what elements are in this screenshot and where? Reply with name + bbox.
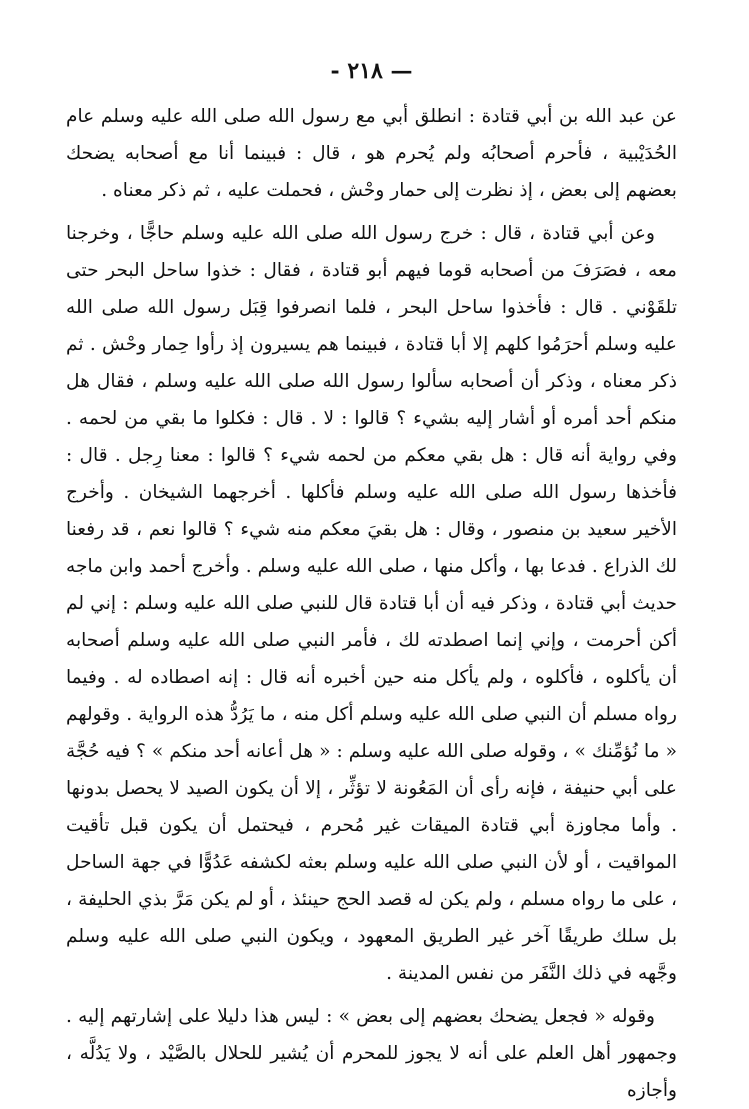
page-number: — ٢١٨ - [330, 58, 413, 84]
paragraph-3: وقوله « فجعل يضحك بعضهم إلى بعض » : ليس هذا دليلا على إشارتهم إليه . وجمهور أهل العلم على أنه لا يجوز للمحرم أن يُشير للحلال بالصَّيْد ، ولا يَدُلَّه ، وأجازه [66, 1006, 677, 1101]
paragraph-1: عن عبد الله بن أبي قتادة : انطلق أبي مع رسول الله صلى الله عليه وسلم عام الحُدَيْبية ، فأحرم أصحابُه ولم يُحرم هو ، قال : فبينما أنا مع أصحابه يضحك بعضهم إلى بعض ، إذ نظرت إلى حمار وحْش ، فحملت عليه ، ثم ذكر معناه . [66, 106, 677, 201]
paragraph-2: وعن أبي قتادة ، قال : خرج رسول الله صلى الله عليه وسلم حاجًّا ، وخرجنا معه ، فصَرَفَ من أصحابه قوما فيهم أبو قتادة ، فقال : خذوا ساحل البحر حتى تلقَوْني . قال : فأخذوا ساحل البحر ، فلما انصرفوا قِبَل رسول الله صلى الله عليه وسلم أحرَمُوا كلهم إلا أبا قتادة ، فبينما هم يسيرون إذ رأوا حِمار وحْش . ثم ذكر معناه ، وذكر أن أصحابه سألوا رسول الله صلى الله عليه وسلم ، فقال هل منكم أحد أمره أو أشار إليه بشيء ؟ قالوا : لا . قال : فكلوا ما بقي من لحمه . وفي رواية أنه قال : هل بقي معكم من لحمه شيء ؟ قالوا : معنا رِجل . قال : فأخذها رسول الله صلى الله عليه وسلم فأكلها . أخرجهما الشيخان . وأخرج الأخير سعيد بن منصور ، وقال : هل بقيَ معكم منه شيء ؟ قالوا نعم ، قد رفعنا لك الذراع . فدعا بها ، وأكل منها ، صلى الله عليه وسلم . وأخرج أحمد وابن ماجه حديث أبي قتادة ، وذكر فيه أن أبا قتادة قال للنبي صلى الله عليه وسلم : إني لم أكن أحرمت ، وإني إنما اصطدته لك ، فأمر النبي صلى الله عليه وسلم أصحابه أن يأكلوه ، فأكلوه ، ولم يأكل منه حين أخبره أنه قال : إنه اصطاده له . وفيما رواه مسلم أن النبي صلى الله عليه وسلم أكل منه ، ما يَرُدُّ هذه الرواية . وقولهم « ما نُؤمِّنك » ، وقوله صلى الله عليه وسلم : « هل أعانه أحد منكم » ؟ فيه حُجَّة على أبي حنيفة ، فإنه رأى أن المَعُونة لا تؤثِّر ، إلا أن يكون الصيد لا يحصل بدونها . وأما مجاوزة أبي قتادة الميقات غير مُحرم ، فيحتمل أن يكون قبل تأقيت المواقيت ، أو لأن النبي صلى الله عليه وسلم بعثه لكشفه عَدُوًّا في جهة الساحل ، على ما رواه مسلم ، ولم يكن له قصد الحج حينئذ ، أو لم يكن مَرَّ بذي الحليفة ، بل سلك طريقًا آخر غير الطريق المعهود ، ويكون النبي صلى الله عليه وسلم وجَّهه في ذلك النَّفَر من نفس المدينة . [66, 223, 677, 984]
body-text [66, 98, 677, 1109]
